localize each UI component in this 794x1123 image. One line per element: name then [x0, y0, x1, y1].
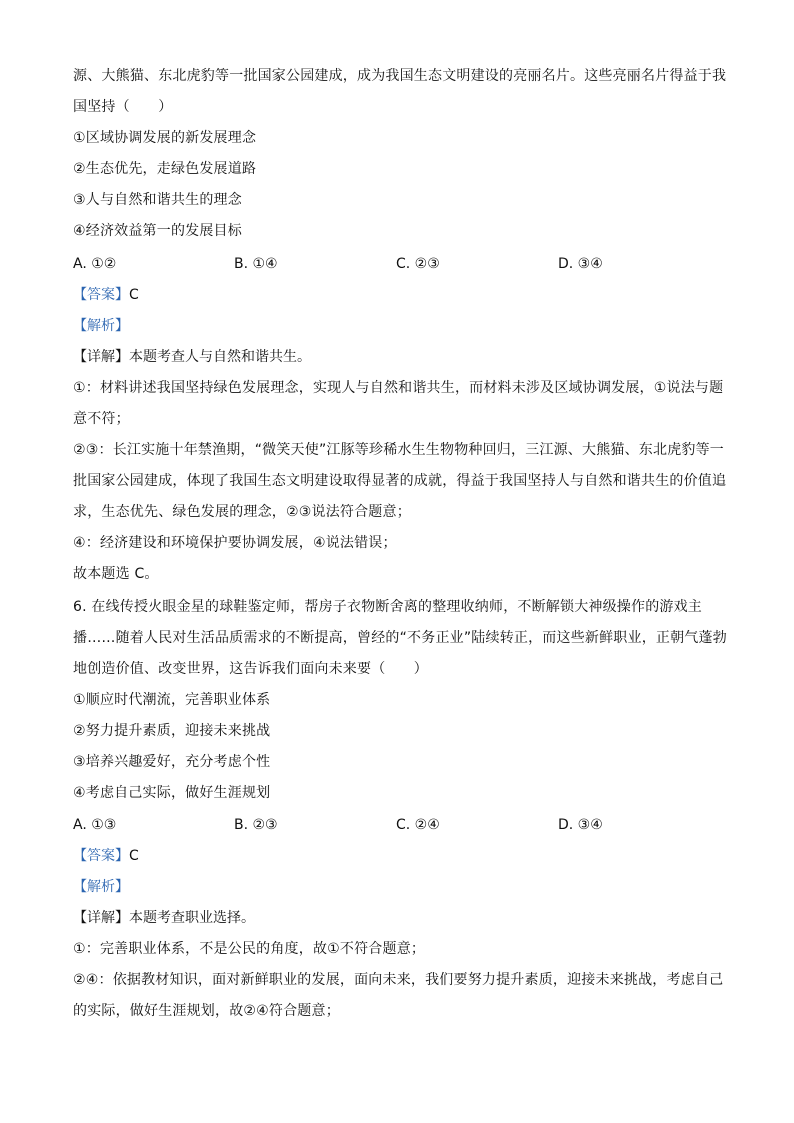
q6-answer-value: C	[129, 848, 139, 864]
q5-stem-line-2: 国坚持（ ）	[73, 99, 173, 115]
q5-item-1: ①区域协调发展的新发展理念	[73, 130, 257, 146]
q5-answer-label: 【答案】	[73, 287, 129, 303]
q5-explain-line-5: 求，生态优先、绿色发展的理念，②③说法符合题意；	[73, 504, 411, 520]
q5-detail-row	[73, 347, 311, 367]
q5-option-d: D. ③④	[558, 256, 603, 272]
q6-option-b: B. ②③	[234, 817, 278, 833]
q6-explain-line-1: ①：完善职业体系，不是公民的角度，故①不符合题意；	[73, 941, 426, 957]
q5-item-4: ④经济效益第一的发展目标	[73, 223, 242, 239]
q5-option-a: A. ①②	[73, 256, 117, 272]
q5-detail-intro: 本题考查人与自然和谐共生。	[129, 349, 311, 365]
q6-explain-line-3: 的实际，做好生涯规划，故②④符合题意；	[73, 1003, 340, 1019]
q6-explain-line-2: ②④：依据教材知识，面对新鲜职业的发展，面向未来，我们要努力提升素质，迎接未来挑战，考虑自己	[73, 972, 724, 988]
q5-explain-line-6: ④：经济建设和环境保护要协调发展，④说法错误；	[73, 535, 397, 551]
q6-detail-intro: 本题考查职业选择。	[129, 910, 255, 926]
q5-explain-line-4: 批国家公园建成，体现了我国生态文明建设取得显著的成就，得益于我国坚持人与自然和谐共生的价值追	[73, 473, 727, 489]
q6-detail-row	[73, 908, 255, 928]
q5-item-3: ③人与自然和谐共生的理念	[73, 192, 242, 208]
q5-stem-line-1: 源、大熊猫、东北虎豹等一批国家公园建成，成为我国生态文明建设的亮丽名片。这些亮丽名片得益于我	[73, 68, 727, 84]
q5-explain-line-1: ①：材料讲述我国坚持绿色发展理念，实现人与自然和谐共生，而材料未涉及区域协调发展，①说法与题	[73, 380, 724, 396]
q6-stem-line-3: 地创造价值、改变世界，这告诉我们面向未来要（ ）	[73, 661, 428, 677]
q6-item-2: ②努力提升素质，迎接未来挑战	[73, 723, 271, 739]
q6-analysis-label: 【解析】	[73, 879, 129, 895]
q6-answer-row	[73, 846, 139, 866]
q6-item-4: ④考虑自己实际，做好生涯规划	[73, 785, 271, 801]
q6-option-c: C. ②④	[396, 817, 440, 833]
q6-stem-line-2: 播……随着人民对生活品质需求的不断提高，曾经的“不务正业”陆续转正，而这些新鲜职业，正朝气蓬勃	[73, 630, 727, 646]
q5-explain-line-3: ②③：长江实施十年禁渔期，“微笑天使”江豚等珍稀水生生物物种回归，三江源、大熊猫、东北虎豹等一	[73, 442, 725, 458]
q5-explain-line-2: 意不符；	[73, 411, 130, 427]
q6-item-1: ①顺应时代潮流，完善职业体系	[73, 692, 271, 708]
q6-detail-label: 【详解】	[73, 910, 129, 926]
q5-item-2: ②生态优先，走绿色发展道路	[73, 161, 257, 177]
q6-option-a: A. ①③	[73, 817, 117, 833]
q5-analysis-label: 【解析】	[73, 318, 129, 334]
q6-item-3: ③培养兴趣爱好，充分考虑个性	[73, 754, 271, 770]
q6-stem-line-1: 6. 在线传授火眼金星的球鞋鉴定师，帮房子衣物断舍离的整理收纳师，不断解锁大神级操作的游戏主	[73, 599, 703, 615]
q5-answer-value: C	[129, 287, 139, 303]
q5-detail-label: 【详解】	[73, 349, 129, 365]
q5-option-c: C. ②③	[396, 256, 440, 272]
q5-option-b: B. ①④	[234, 256, 278, 272]
q6-option-d: D. ③④	[558, 817, 603, 833]
q5-conclusion: 故本题选 C。	[73, 566, 159, 582]
q5-answer-row	[73, 285, 139, 305]
q6-answer-label: 【答案】	[73, 848, 129, 864]
